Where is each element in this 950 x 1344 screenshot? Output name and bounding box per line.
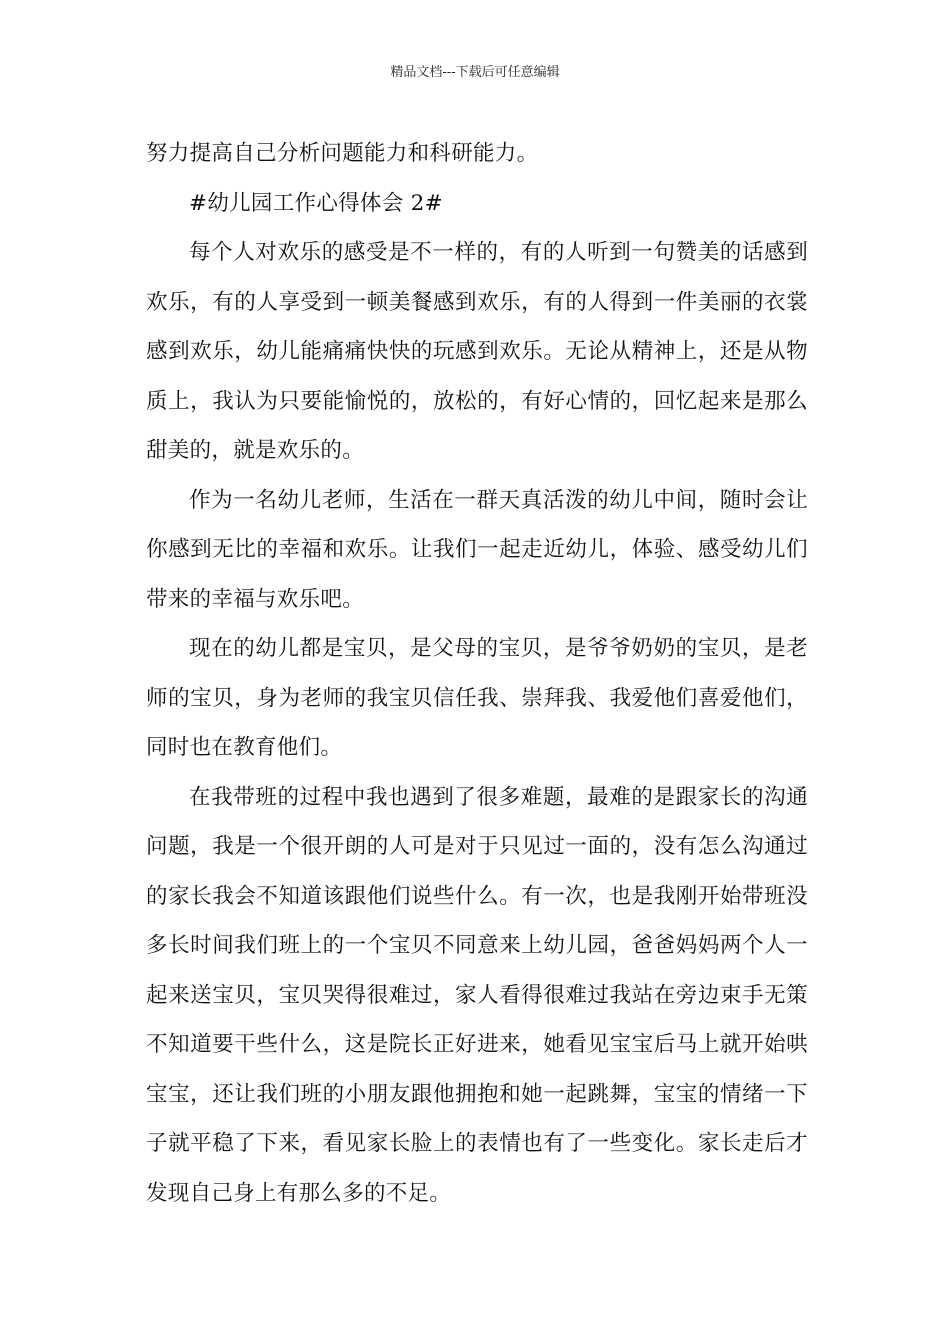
paragraph-2: 每个人对欢乐的感受是不一样的，有的人听到一句赞美的话感到欢乐，有的人享受到一顿美餐感到欢乐，有的人得到一件美丽的衣裳感到欢乐，幼儿能痛痛快快的玩感到欢乐。无论从精神上，还是从物质上，我认为只要能愉悦的，放松的，有好心情的，回忆起来是那么甜美的，就是欢乐的。 [146, 240, 808, 463]
paragraph-4: 现在的幼儿都是宝贝，是父母的宝贝，是爷爷奶奶的宝贝，是老师的宝贝，身为老师的我宝贝信任我、崇拜我、我爱他们喜爱他们，同时也在教育他们。 [146, 636, 808, 760]
paragraph-1: 努力提高自己分析问题能力和科研能力。 [146, 141, 539, 166]
paragraph-3: 作为一名幼儿老师，生活在一群天真活泼的幼儿中间，随时会让你感到无比的幸福和欢乐。让我们一起走近幼儿，体验、感受幼儿们带来的幸福与欢乐吧。 [146, 487, 808, 612]
paragraph-5: 在我带班的过程中我也遇到了很多难题，最难的是跟家长的沟通问题，我是一个很开朗的人可是对于只见过一面的，没有怎么沟通过的家长我会不知道该跟他们说些什么。有一次，也是我刚开始带班没多长时间我们班上的一个宝贝不同意来上幼儿园，爸爸妈妈两个人一起来送宝贝，宝贝哭得很难过，家人看得很难过我站在旁边束手无策不知道要干些什么，这是院长正好进来，她看见宝宝后马上就开始哄宝宝，还让我们班的小朋友跟他拥抱和她一起跳舞，宝宝的情绪一下子就平稳了下来，看见家长脸上的表情也有了一些变化。家长走后才发现自己身上有那么多的不足。 [146, 784, 808, 1206]
page-header: 精品文档---下载后可任意编辑 [390, 65, 560, 80]
section-heading: #幼儿园工作心得体会 2# [189, 190, 443, 216]
document-body [146, 129, 808, 1218]
